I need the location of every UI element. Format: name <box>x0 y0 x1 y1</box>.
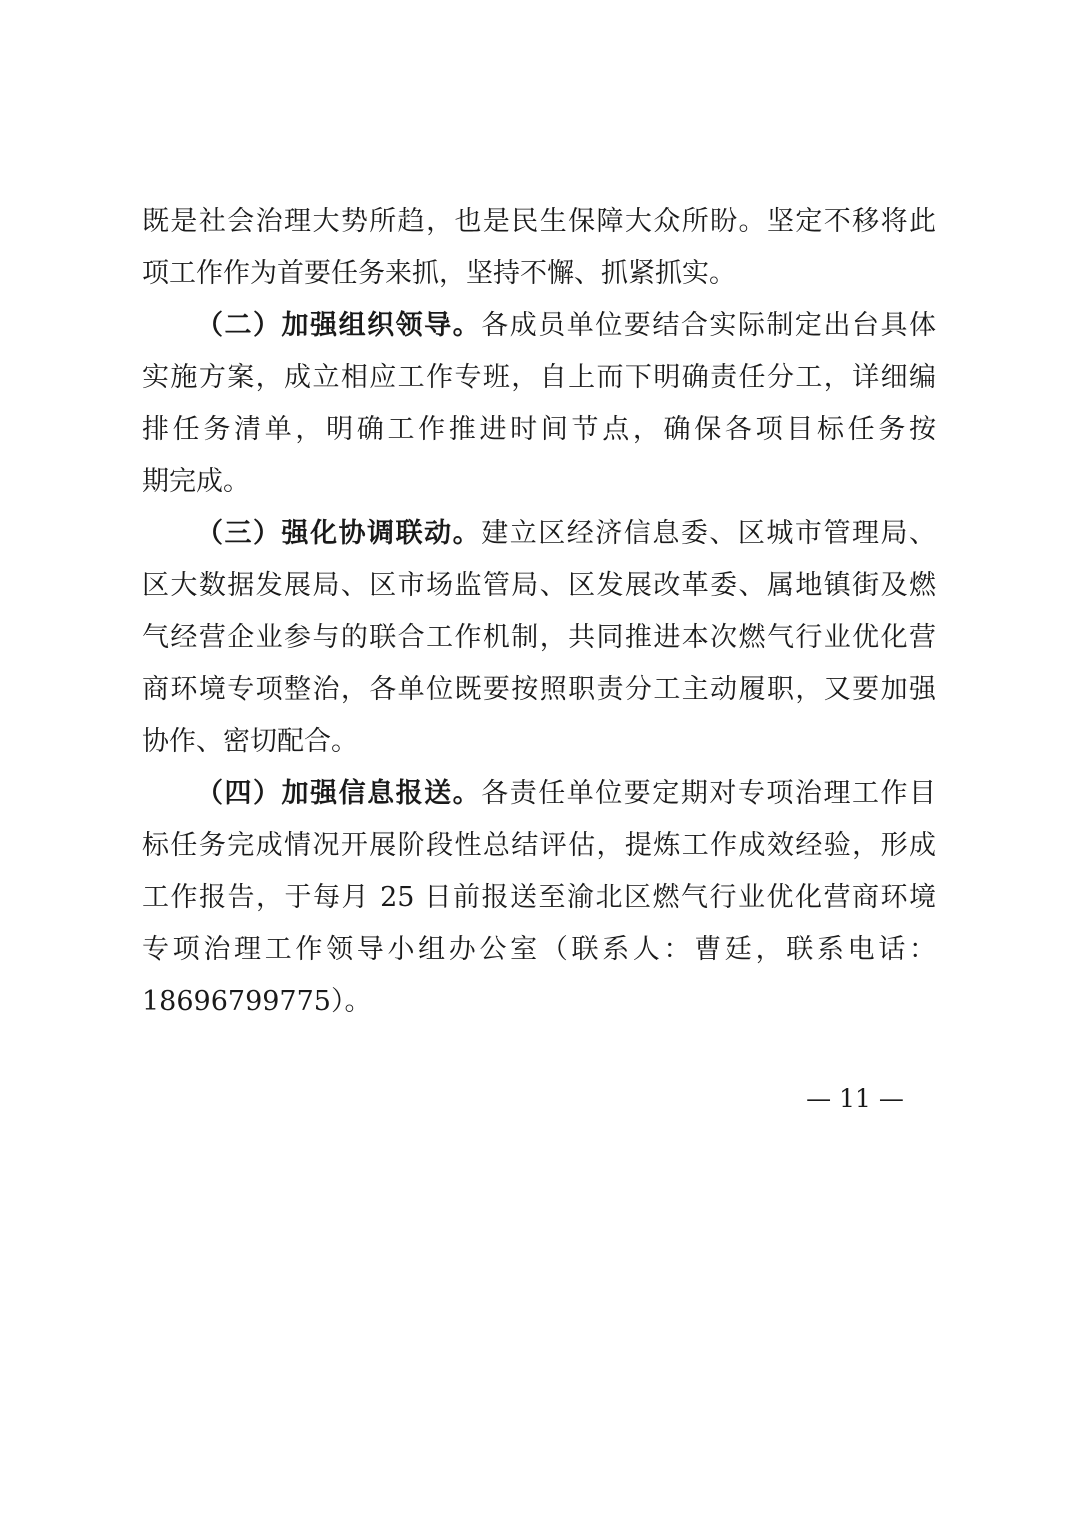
text-line: 期完成。 <box>142 466 250 497</box>
section-heading: （三）强化协调联动。 <box>196 518 482 549</box>
text-line-content: 建立区经济信息委、区城市管理局、 <box>481 518 937 549</box>
document-body <box>142 196 936 1028</box>
page-number: — 11 — <box>806 1084 904 1113</box>
text-line: 商环境专项整治，各单位既要按照职责分工主动履职，又要加强 <box>142 674 936 705</box>
text-line <box>142 300 936 352</box>
section-heading: （二）加强组织领导。 <box>196 310 482 341</box>
text-line: 区大数据发展局、区市场监管局、区发展改革委、属地镇街及燃 <box>142 570 936 601</box>
paragraph-coordination <box>142 508 936 768</box>
text-line: 气经营企业参与的联合工作机制，共同推进本次燃气行业优化营 <box>142 622 936 653</box>
text-line-content: 各责任单位要定期对专项治理工作目 <box>481 778 937 809</box>
text-line: 项工作作为首要任务来抓，坚持不懈、抓紧抓实。 <box>142 258 736 289</box>
paragraph-intro <box>142 196 936 300</box>
text-line: 标任务完成情况开展阶段性总结评估，提炼工作成效经验，形成 <box>142 830 936 861</box>
text-line: 工作报告，于每月 25 日前报送至渝北区燃气行业优化营商环境 <box>142 882 936 913</box>
section-heading: （四）加强信息报送。 <box>196 778 482 809</box>
text-line <box>142 508 936 560</box>
text-line: 18696799775）。 <box>142 986 372 1017</box>
text-line: 协作、密切配合。 <box>142 726 358 757</box>
text-line: 实施方案，成立相应工作专班，自上而下明确责任分工，详细编 <box>142 362 936 393</box>
paragraph-organization-leadership <box>142 300 936 508</box>
text-line <box>142 768 936 820</box>
text-line: 既是社会治理大势所趋，也是民生保障大众所盼。坚定不移将此 <box>142 206 936 237</box>
text-line-content: 各成员单位要结合实际制定出台具体 <box>481 310 937 341</box>
paragraph-information-reporting <box>142 768 936 1028</box>
text-line: 排任务清单，明确工作推进时间节点，确保各项目标任务按 <box>142 414 936 445</box>
text-line: 专项治理工作领导小组办公室（联系人：曹廷，联系电话： <box>142 934 936 965</box>
